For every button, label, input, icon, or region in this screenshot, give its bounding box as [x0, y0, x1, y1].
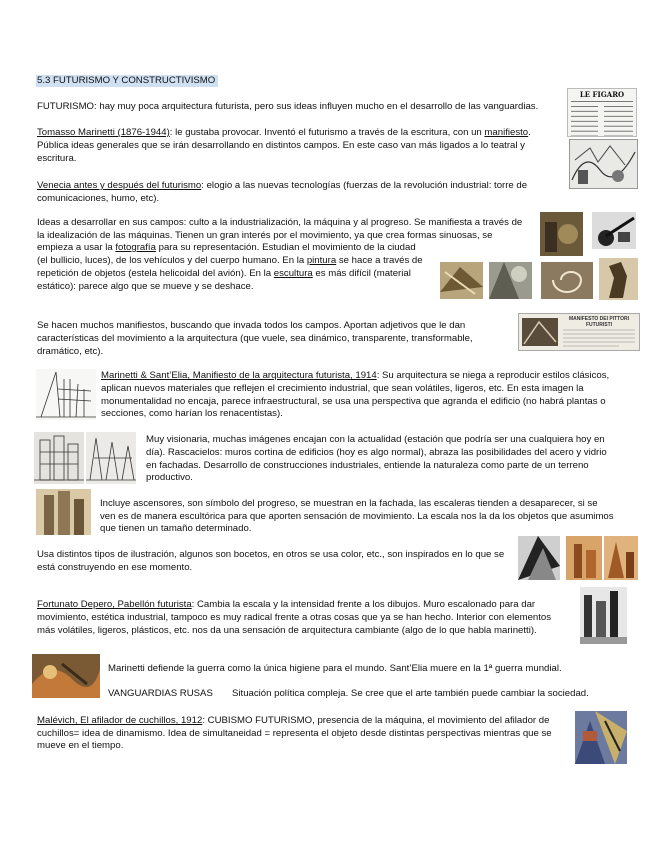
depero-line-3: más volátiles, ligeros, plásticos, etc. nos da una sensación de arquitectura cambiante (algo de lo que habla marinetti). — [37, 625, 537, 636]
marinetti-line-2: Pública ideas generales que se irán desarrollando en distintos campos. En este caso van más ligados a lo teatral y — [37, 140, 525, 151]
venecia-link[interactable]: Venecia antes y después del futurismo — [37, 180, 202, 191]
ideas-line-3b: para su representación. Estudian el movimiento de la ciudad — [155, 242, 416, 253]
marinetti-text: : le gustaba provocar. Inventó el futurismo a través de la escritura, con un — [169, 127, 485, 138]
futurist-painting-2 — [489, 262, 532, 299]
ideas-line-4a: (el bullicio, luces), de los vehículos y del cuerpo humano. En la — [37, 255, 307, 266]
futurismo-lead: FUTURISMO — [37, 101, 95, 112]
illustration-bw — [518, 536, 560, 580]
station-drawing-2 — [86, 432, 136, 484]
venecia-text: : elogio a las nuevas tecnologías (fuerzas de la revolución industrial: torre de — [201, 180, 528, 191]
fotografia-link[interactable]: fotografía — [115, 242, 156, 253]
malevich-line-1 — [37, 715, 549, 727]
marinetti-text-end: . — [528, 127, 531, 138]
machine-gun-photo — [592, 212, 636, 249]
malevich-line-3: mueve en el tiempo. — [37, 740, 124, 751]
malevich-knife-grinder-image — [575, 711, 627, 764]
paragraph-marinetti — [37, 127, 531, 139]
ideas-line-3 — [37, 242, 416, 254]
manifiestos-line-2: características del movimiento a la arquitectura (que vuele, sea dinámico, transparente, transformable, — [37, 333, 473, 344]
illustration-color-2 — [604, 536, 638, 580]
malevich-link[interactable]: Malévich, El afilador de cuchillos, 1912 — [37, 715, 203, 726]
paragraph-venecia — [37, 180, 527, 192]
ideas-line-3a: empieza a usar la — [37, 242, 116, 253]
pintura-link[interactable]: pintura — [306, 255, 337, 266]
depero-line-2: movimiento, estética industrial, tampoco es muy radical frente a otras cosas que ya se han hecho. Interior con elementos — [37, 612, 552, 623]
guerra-line: Marinetti defiende la guerra como la única higiene para el mundo. Sant’Elia muere en la 1ª guerra mundial. — [108, 663, 562, 674]
ideas-line-4 — [37, 255, 423, 267]
ascensores-line-3: que tienen un tamaño determinado. — [100, 523, 252, 534]
santelia-line-1 — [101, 370, 609, 382]
ilustracion-line-2: está construyendo en ese momento. — [37, 562, 193, 573]
manifesto-poster-image — [518, 313, 640, 351]
santelia-building-drawing — [36, 489, 91, 535]
paragraph-futurismo — [37, 101, 538, 113]
station-drawing-1 — [34, 432, 84, 484]
venecia-sketch-image — [569, 139, 638, 189]
marinetti-link[interactable]: Tomasso Marinetti (1876-1944) — [37, 127, 170, 138]
ideas-line-4b: se hace a través de — [336, 255, 423, 266]
futurist-spiral-painting — [541, 262, 593, 299]
santelia-link[interactable]: Marinetti & Sant’Elia, Manifiesto de la arquitectura futurista, 1914 — [101, 370, 377, 381]
ideas-line-2: la idealización de las máquinas. Tienen un gran interés por el movimiento, ya que crea formas sinuosas, se — [37, 230, 493, 241]
ideas-line-5a: repetición de objetos (estela helicoidal del avión). En la — [37, 268, 274, 279]
santelia-line-2: aplican nuevos materiales que reflejen el crecimiento industrial, que sean volátiles, ligeros, etc. En esta imagen la — [101, 383, 584, 394]
ilustracion-line-1: Usa distintos tipos de ilustración, algunos son bocetos, en otros se usa color, etc., son inspirados en lo que se — [37, 549, 505, 560]
depero-line-1 — [37, 599, 535, 611]
ideas-line-1: Ideas a desarrollar en sus campos: culto a la industrialización, la máquina y al progreso. Se manifiesta a través de — [37, 217, 523, 228]
ascensores-line-1: Incluye ascensores, son símbolo del progreso, se muestran en la fachada, las escaleras tienden a desaparecer, si se — [100, 498, 598, 509]
malevich-line-2: cuchillos= idea de dinamismo. Idea de simultaneidad = representa el objeto desde distintas perspectivas mientras que se — [37, 728, 552, 739]
santelia-line-4: secciones, como harían los renacentistas). — [101, 408, 283, 419]
depero-link[interactable]: Fortunato Depero, Pabellón futurista — [37, 599, 192, 610]
illustration-color-1 — [566, 536, 602, 580]
manifesto-poster-title: MANIFESTO DEI PITTORI FUTURISTI — [568, 316, 630, 328]
futurismo-text: : hay muy poca arquitectura futurista, pero sus ideas influyen mucho en el desarrollo de las vanguardias. — [94, 101, 539, 112]
santelia-text: : Su arquitectura se niega a reproducir estilos clásicos, — [376, 370, 610, 381]
manifiesto-link[interactable]: manifiesto — [484, 127, 529, 138]
figaro-newspaper-image — [567, 88, 637, 137]
santelia-sketch-image — [36, 369, 96, 420]
ideas-line-5b: es más difícil (material — [312, 268, 411, 279]
ideas-line-6: estático): parece algo que se mueve y se deshace. — [37, 281, 254, 292]
santelia-line-3: monumentalidad no encaja, parece infraestructural, se usa una perspectiva que agranda el edificio (no habrá plantas o — [101, 396, 606, 407]
depero-text: : Cambia la escala y la intensidad frente a los dibujos. Muro escalonado para dar — [191, 599, 536, 610]
manifiestos-line-3: dramático, etc). — [37, 346, 104, 357]
escultura-link[interactable]: escultura — [273, 268, 313, 279]
visionaria-line-3: en fachadas. Desarrollo de construcciones industriales, entiende la naturaleza como parte de un terreno — [146, 460, 589, 471]
venecia-line-2: comunicaciones, humo, etc). — [37, 193, 160, 204]
ideas-line-5 — [37, 268, 411, 280]
malevich-text: : CUBISMO FUTURISMO, presencia de la máquina, el movimiento del afilador de — [202, 715, 550, 726]
futurist-painting-1 — [440, 262, 483, 299]
visionaria-line-2: día). Rascacielos: muros cortina de edificios (hoy es algo normal), abraza las posibilidades del acero y vidrio — [146, 447, 607, 458]
futurist-sculpture-photo — [599, 258, 638, 300]
section-heading: 5.3 FUTURISMO Y CONSTRUCTIVISMO — [36, 75, 218, 87]
visionaria-line-4: productivo. — [146, 472, 193, 483]
marinetti-line-3: escritura. — [37, 153, 77, 164]
manifiestos-line-1: Se hacen muchos manifiestos, buscando que invada todos los campos. Aportan adjetivos que le dan — [37, 320, 466, 331]
visionaria-line-1: Muy visionaria, muchas imágenes encajan con la actualidad (estación que podría ser una cualquiera hoy en — [146, 434, 605, 445]
vanguardias-rusas-lead: VANGUARDIAS RUSAS — [108, 688, 213, 699]
depero-pavilion-photo — [580, 587, 627, 644]
industrial-photo-1 — [540, 212, 583, 256]
war-painting-image — [32, 654, 100, 698]
ascensores-line-2: ven es de manera escultórica para que aporten sensación de movimiento. La escala nos la da los objetos que asumimos — [100, 511, 614, 522]
figaro-masthead: LE FIGARO — [579, 90, 625, 99]
vanguardias-rusas-text: Situación política compleja. Se cree que el arte también puede cambiar la sociedad. — [232, 688, 589, 699]
